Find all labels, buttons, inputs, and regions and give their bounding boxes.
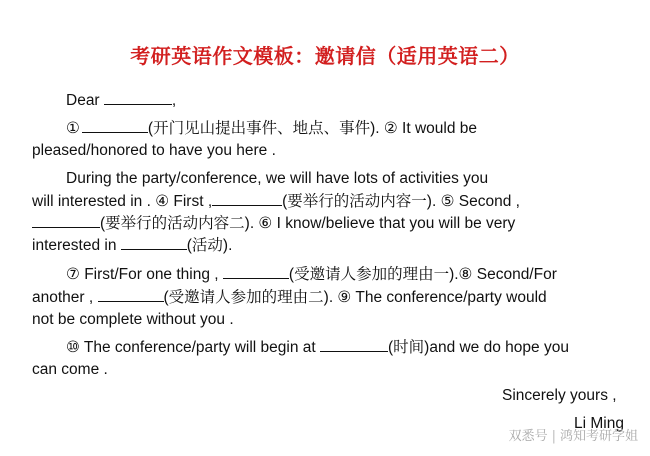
paragraph4-line2 [32, 360, 108, 380]
fill-blank [121, 235, 187, 250]
fill-blank [320, 337, 388, 352]
watermark [509, 425, 638, 444]
paragraph2-line2 [32, 191, 520, 212]
paragraph2-line3 [32, 213, 515, 234]
text-segment: another , [32, 289, 98, 306]
signature: Li Ming [574, 415, 624, 432]
salutation-line [66, 90, 176, 111]
step-number: ① [66, 120, 80, 137]
watermark-source: 双悉号 [508, 429, 548, 444]
text-segment: ⑩ The conference/party will begin at [66, 339, 320, 356]
fill-blank [212, 191, 282, 206]
document-title: 考研英语作文模板：邀请信（适用英语二） [130, 44, 520, 68]
text-segment: (要举行的活动内容二). ⑥ I know/believe that you will be very [100, 215, 516, 232]
paragraph2-line1 [66, 169, 488, 189]
paragraph3-line2 [32, 287, 547, 308]
text-segment: (开门见山提出事件、地点、事件). ② It would be [147, 120, 478, 137]
text-segment: (受邀请人参加的理由二). ⑨ The conference/party would [163, 289, 547, 306]
fill-blank [32, 213, 100, 228]
paragraph1-line2 [32, 141, 276, 161]
text-segment: (受邀请人参加的理由一).⑧ Second/For [288, 266, 557, 283]
paragraph2-line4 [32, 235, 232, 256]
text-segment: ⑦ First/For one thing , [66, 266, 223, 283]
fill-blank [98, 287, 164, 302]
text-segment: interested in [32, 237, 121, 254]
text-segment: , [171, 92, 177, 109]
paragraph3-line1 [66, 264, 557, 285]
fill-blank [104, 90, 172, 105]
paragraph4-line1 [66, 337, 569, 358]
watermark-separator: | [551, 429, 556, 444]
text-segment: can come . [32, 361, 108, 378]
fill-blank [82, 118, 148, 133]
text-segment: Dear [66, 92, 104, 109]
text-segment: (活动). [186, 237, 233, 254]
text-segment: not be complete without you . [32, 311, 234, 328]
text-segment: (要举行的活动内容一). ⑤ Second , [282, 193, 520, 210]
text-segment: During the party/conference, we will have lots of activities you [66, 170, 489, 187]
text-segment: pleased/honored to have you here . [32, 142, 276, 159]
paragraph1-line1 [66, 118, 477, 139]
fill-blank [223, 264, 289, 279]
closing: Sincerely yours , [502, 387, 617, 404]
watermark-author: 鸿知考研学姐 [559, 429, 638, 444]
paragraph3-line3 [32, 310, 234, 330]
text-segment: (时间)and we do hope you [388, 339, 569, 356]
text-segment: will interested in . ④ First , [32, 193, 213, 210]
